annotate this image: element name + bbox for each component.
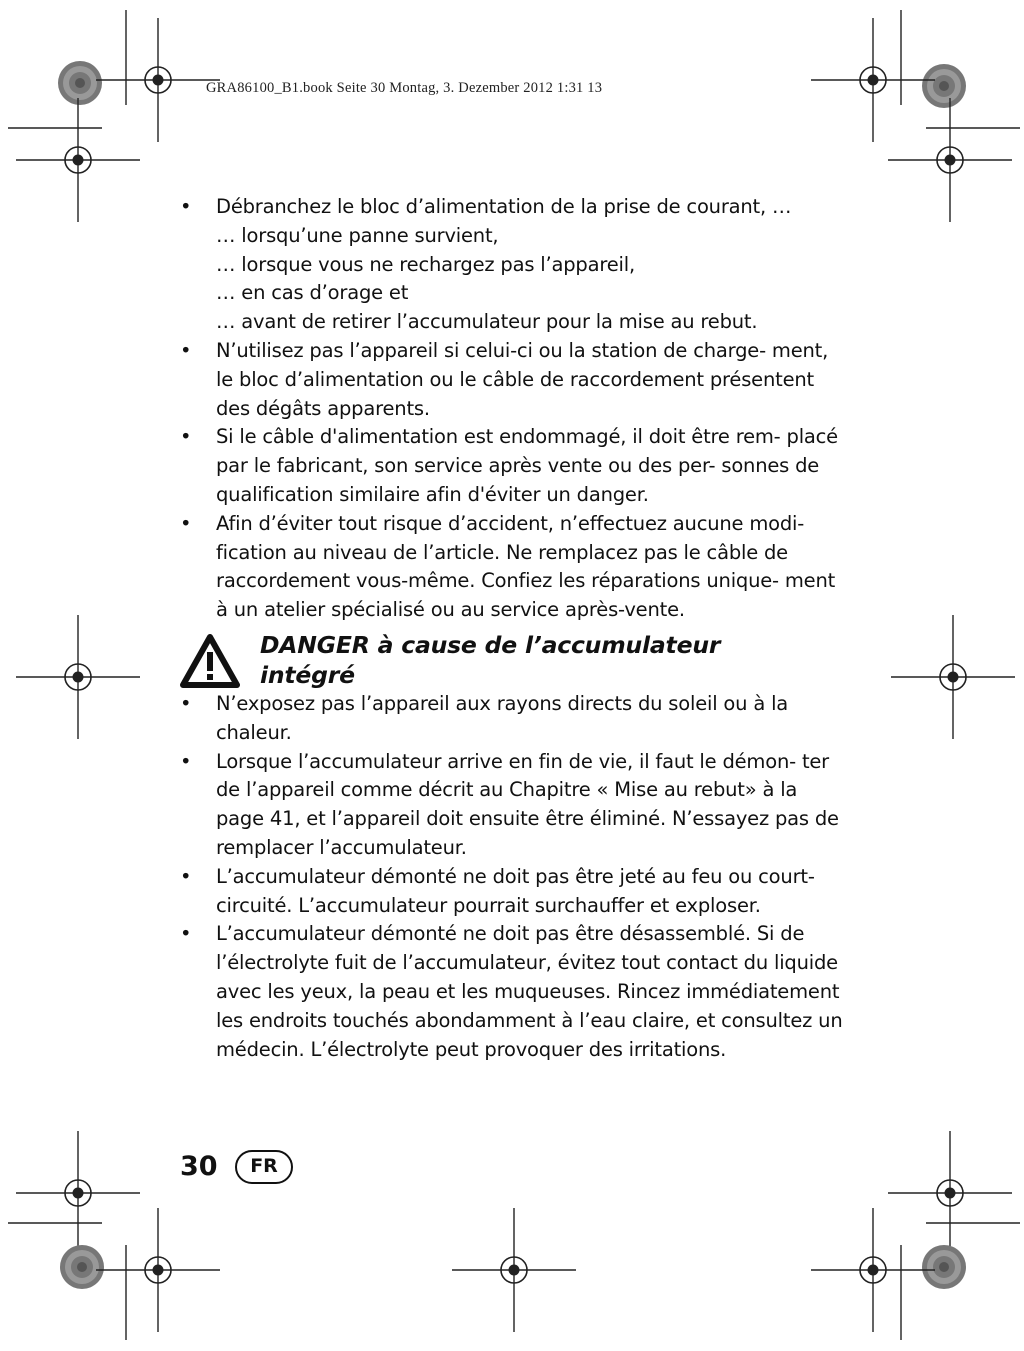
page-content (180, 193, 845, 1064)
registration-cross-icon (891, 615, 1015, 739)
color-target-icon (922, 64, 966, 108)
language-badge: FR (235, 1150, 293, 1184)
bullet: • (180, 864, 192, 888)
registration-cross-icon (811, 18, 935, 142)
color-target-icon (922, 1245, 966, 1289)
danger-title-line: intégré (260, 660, 355, 689)
list-item-text: L’accumulateur démonté ne doit pas être désassemblé. Si de l’électrolyte fuit de l’accumulateur, évitez tout contact du liquide avec les yeux, la peau et les muqueuses. Rincez immédiatement les endroits touchés abondamment à l’eau claire, et consultez un médecin. L’électrolyte peut provoquer des irritations. (216, 922, 843, 1061)
registration-cross-icon (16, 1131, 140, 1255)
safety-list (180, 193, 845, 625)
danger-heading (180, 630, 845, 690)
bullet: • (180, 338, 192, 362)
sub-line: … lorsque vous ne rechargez pas l’appareil, (216, 252, 635, 276)
registration-cross-icon (16, 98, 140, 222)
list-item (180, 193, 845, 337)
danger-list (180, 690, 845, 1064)
registration-cross-icon (16, 615, 140, 739)
list-item (180, 510, 845, 625)
list-item (180, 748, 845, 863)
bullet: • (180, 195, 192, 218)
list-item-text: N’exposez pas l’appareil aux rayons directs du soleil ou à la chaleur. (216, 691, 789, 744)
registration-cross-icon (96, 1208, 220, 1332)
page-number: 30 (180, 1151, 218, 1182)
list-item (180, 920, 845, 1064)
danger-title-line: DANGER à cause de l’accumulateur (260, 630, 721, 659)
bullet: • (180, 691, 192, 715)
color-target-icon (58, 61, 102, 105)
list-item-text: Lorsque l’accumulateur arrive en fin de vie, il faut le démon- ter de l’appareil comme décrit au Chapitre « Mise au rebut» à la page 41, et l’appareil doit ensuite être éliminé. N’essayez pas de remplacer l’accumulateur. (216, 749, 839, 859)
registration-cross-icon (452, 1208, 576, 1332)
bullet: • (180, 425, 192, 449)
sub-line: … lorsqu’une panne survient, (216, 223, 499, 247)
list-item-text: L’accumulateur démonté ne doit pas être jeté au feu ou court- circuité. L’accumulateur pourrait surchauffer et exploser. (216, 864, 815, 917)
list-item-text: Si le câble d'alimentation est endommagé, il doit être rem- placé par le fabricant, son service après vente ou des per- sonnes de qualification similaire afin d'éviter un danger. (216, 425, 838, 506)
registration-cross-icon (888, 98, 1012, 222)
list-item-text: Débranchez le bloc d’alimentation de la prise de courant, … (216, 195, 792, 218)
bullet: • (180, 511, 192, 535)
sub-line: … avant de retirer l’accumulateur pour la mise au rebut. (216, 310, 758, 334)
list-item-text: Afin d’éviter tout risque d’accident, n’effectuez aucune modi- fication au niveau de l’article. Ne remplacez pas le câble de raccordement vous-même. Confiez les réparations unique- ment à un atelier spécialisé ou au service après-vente. (216, 511, 836, 622)
print-header: GRA86100_B1.book Seite 30 Montag, 3. Dezember 2012 1:31 13 (206, 80, 603, 96)
registration-cross-icon (888, 1131, 1012, 1255)
sub-line: … en cas d’orage et (216, 281, 409, 305)
color-target-icon (60, 1245, 104, 1289)
registration-cross-icon (96, 18, 220, 142)
bullet: • (180, 922, 192, 946)
list-item (180, 337, 845, 423)
registration-cross-icon (811, 1208, 935, 1332)
danger-title (260, 630, 845, 690)
list-item (180, 423, 845, 509)
warning-triangle-icon (180, 634, 240, 688)
list-item (180, 690, 845, 748)
list-item (180, 863, 845, 921)
bullet: • (180, 749, 192, 773)
list-item-text: N’utilisez pas l’appareil si celui-ci ou la station de charge- ment, le bloc d’alimentation ou le câble de raccordement présentent des dégâts apparents. (216, 338, 829, 420)
